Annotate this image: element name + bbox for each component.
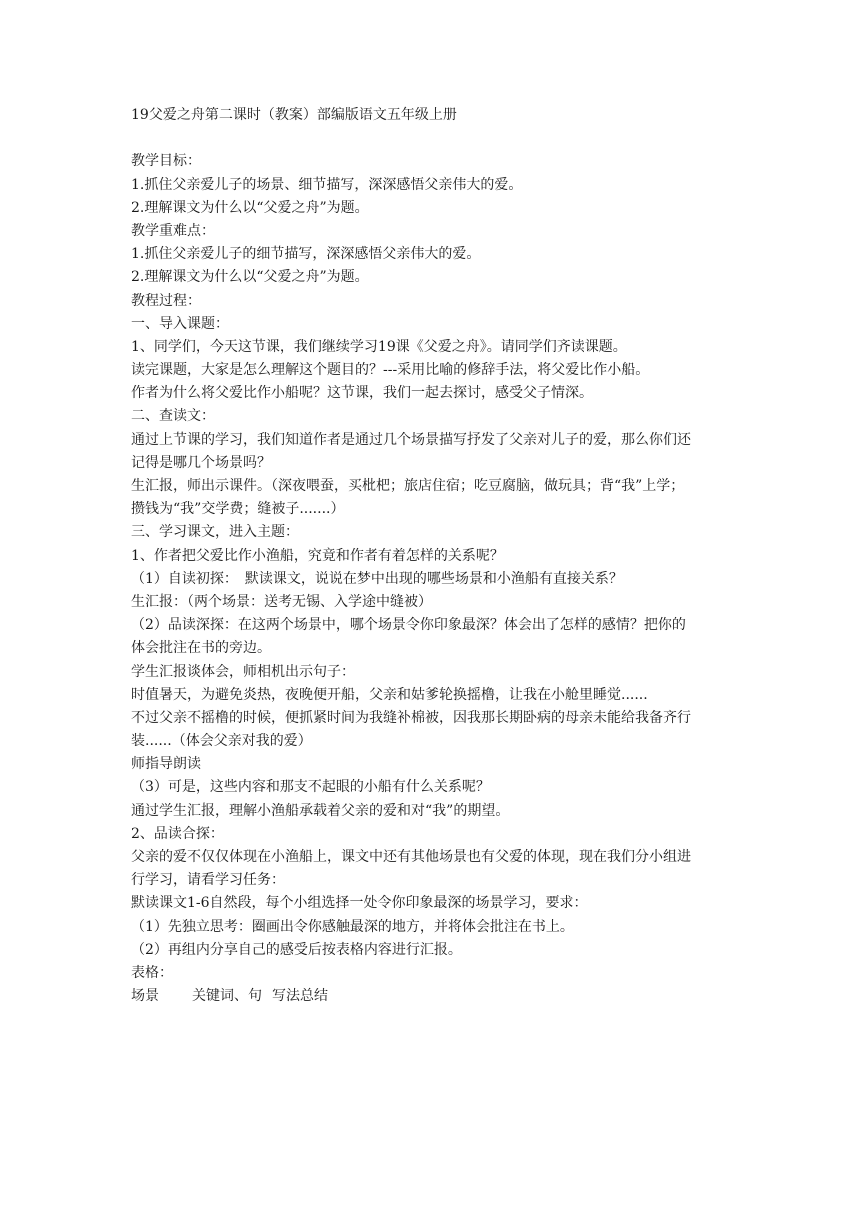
body-line: （3）可是，这些内容和那支不起眼的小船有什么关系呢？ (131, 779, 490, 796)
table-header-keywords: 关键词、句 (192, 988, 262, 1005)
table-header-row (131, 985, 731, 1008)
body-line: 通过上节课的学习，我们知道作者是通过几个场景描写抒发了父亲对儿子的爱，那么你们还 (131, 431, 691, 448)
body-line: 攒钱为“我”交学费；缝被子.......） (131, 501, 345, 518)
body-line: 1、同学们，今天这节课，我们继续学习19课《父爱之舟》。请同学们齐读课题。 (131, 338, 627, 355)
table-header-summary: 写法总结 (272, 988, 328, 1005)
body-line: （2）品读深探：在这两个场景中，哪个场景令你印象最深？体会出了怎样的感情？把你的 (131, 617, 686, 634)
document-page (131, 104, 731, 1008)
document-body (131, 150, 731, 985)
body-line: 教学目标： (131, 153, 201, 170)
body-line: 2、品读合探： (131, 825, 224, 842)
body-line: 师指导朗读 (131, 756, 201, 773)
body-line: 生汇报，师出示课件。（深夜喂蚕，买枇杷；旅店住宿；吃豆腐脑，做玩具；背“我”上学； (131, 478, 685, 494)
body-line: 教学重难点： (131, 222, 215, 239)
body-line: 表格： (131, 964, 173, 981)
body-line: 作者为什么将父爱比作小船呢？这节课，我们一起去探讨，感受父子情深。 (131, 385, 593, 402)
body-line: 学生汇报谈体会，师相机出示句子： (131, 663, 355, 680)
document-title: 19父爱之舟第二课时（教案）部编版语文五年级上册 (131, 107, 457, 123)
body-line: 时值暑天，为避免炎热，夜晚便开船，父亲和姑爹轮换摇橹，让我在小舱里睡觉...... (131, 686, 648, 703)
body-line: （1）自读初探： 默读课文，说说在梦中出现的哪些场景和小渔船有直接关系？ (131, 570, 623, 587)
table-header-scene: 场景 (131, 988, 159, 1005)
body-line: 一、导入课题： (131, 315, 229, 332)
body-line: 2.理解课文为什么以“父爱之舟”为题。 (131, 199, 369, 216)
body-line: 装......（体会父亲对我的爱） (131, 733, 312, 750)
body-line: 行学习，请看学习任务： (131, 872, 285, 889)
body-line: 读完课题，大家是怎么理解这个题目的？---采用比喻的修辞手法，将父爱比作小船。 (131, 362, 650, 379)
body-line: 体会批注在书的旁边。 (131, 640, 271, 657)
body-line: （2）再组内分享自己的感受后按表格内容进行汇报。 (131, 941, 462, 958)
body-line: 通过学生汇报，理解小渔船承载着父亲的爱和对“我”的期望。 (131, 802, 510, 819)
blank-line (131, 127, 731, 150)
body-line: 二、查读文： (131, 408, 215, 425)
body-line: 2.理解课文为什么以“父爱之舟”为题。 (131, 269, 369, 286)
body-line: 记得是哪几个场景吗？ (131, 454, 271, 471)
body-line: （1）先独立思考：圈画出令你感触最深的地方，并将体会批注在书上。 (131, 918, 574, 935)
body-line: 1.抓住父亲爱儿子的细节描写，深深感悟父亲伟大的爱。 (131, 246, 481, 263)
body-line: 1.抓住父亲爱儿子的场景、细节描写，深深感悟父亲伟大的爱。 (131, 176, 523, 193)
body-line: 不过父亲不摇橹的时候，便抓紧时间为我缝补棉被，因我那长期卧病的母亲未能给我备齐行 (131, 709, 691, 726)
body-line: 1、作者把父爱比作小渔船，究竟和作者有着怎样的关系呢？ (131, 547, 504, 564)
body-line: 默读课文1-6自然段，每个小组选择一处令你印象最深的场景学习，要求： (131, 895, 588, 912)
body-line: 父亲的爱不仅仅体现在小渔船上，课文中还有其他场景也有父爱的体现，现在我们分小组进 (131, 849, 691, 865)
body-line: 三、学习课文，进入主题： (131, 524, 299, 541)
body-line: 教程过程： (131, 292, 201, 309)
body-line: 生汇报：（两个场景：送考无锡、入学途中缝被） (131, 593, 432, 610)
